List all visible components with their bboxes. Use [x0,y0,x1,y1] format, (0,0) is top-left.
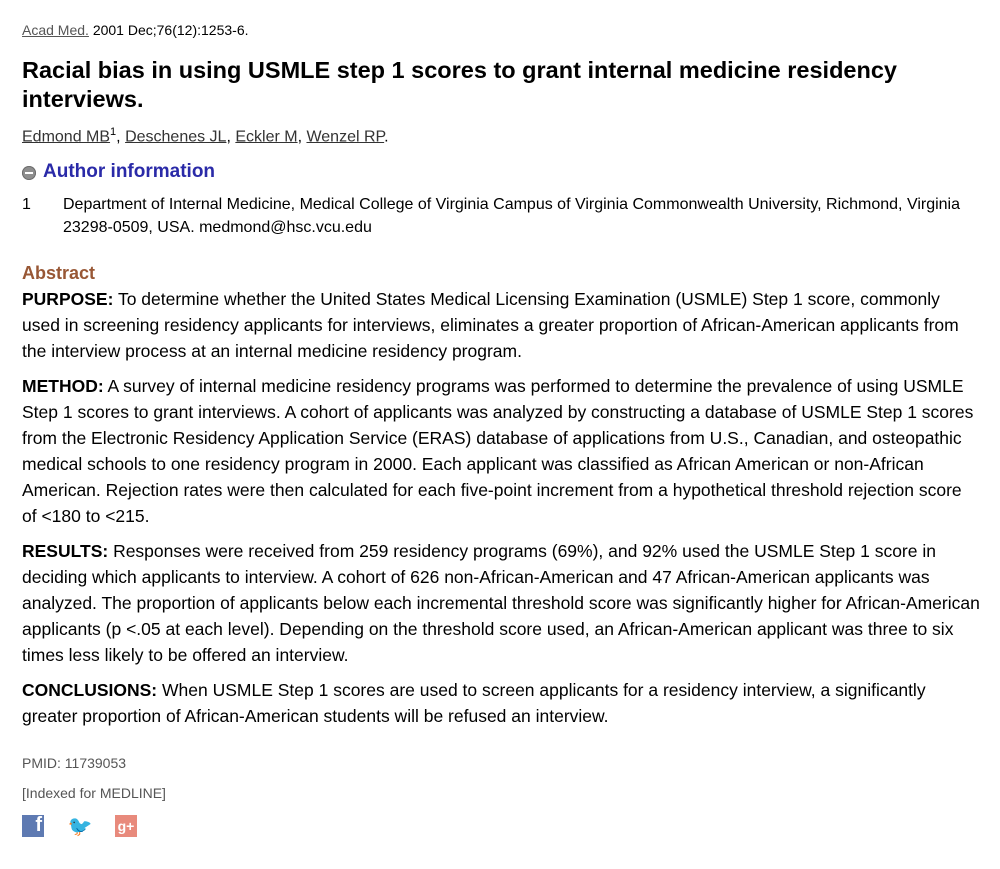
affiliation-superscript: 1 [110,126,117,138]
section-label: CONCLUSIONS: [22,680,158,700]
author-link[interactable]: Eckler M [235,128,298,146]
abstract-section-method [22,373,980,529]
abstract-section-purpose [22,286,980,364]
section-label: RESULTS: [22,541,109,561]
journal-link[interactable]: Acad Med. [22,22,89,38]
abstract-body [22,286,980,738]
section-text: A survey of internal medicine residency programs was performed to determine the prevalence of using USMLE Step 1 scores to grant interviews. A cohort of applicants was analyzed by constructing a database of USMLE Step 1 scores from the Electronic Residency Application Service (ERAS) database of applications from U.S., Canadian, and osteopathic medical schools to one residency program in 2000. Each applicant was classified as African American or non-African American. Rejection rates were then calculated for each five-point increment from a hypothetical threshold rejection score of <180 to <215. [22,376,974,526]
section-label: METHOD: [22,376,104,396]
author-separator: , [116,128,126,146]
facebook-icon[interactable]: f [22,815,44,837]
author-link[interactable]: Wenzel RP [306,128,385,146]
author-separator: , [297,128,307,146]
section-text: When USMLE Step 1 scores are used to screen applicants for a residency interview, a significantly greater proportion of African-American students will be refused an interview. [22,680,926,726]
article-title: Racial bias in using USMLE step 1 scores to grant internal medicine residency interviews. [22,57,897,112]
social-share [22,815,137,837]
indexed-status: [Indexed for MEDLINE] [22,785,166,801]
abstract-section-results [22,538,980,668]
citation-details: 2001 Dec;76(12):1253-6. [88,22,249,38]
section-text: To determine whether the United States Medical Licensing Examination (USMLE) Step 1 score, commonly used in screening residency applicants for interviews, eliminates a greater proportion of African-American applicants from the interview process at an internal medicine residency program. [22,289,959,361]
twitter-icon[interactable]: 🐦 [67,815,93,838]
author-list [22,126,389,146]
author-info-heading: Author information [43,161,216,182]
author-info-toggle[interactable] [22,161,215,183]
collapse-icon [22,166,36,180]
pmid: PMID: 11739053 [22,755,127,771]
section-text: Responses were received from 259 residency programs (69%), and 92% used the USMLE Step 1 score in deciding which applicants to interview. A cohort of 626 non-African-American and 47 African-American applicants was analyzed. The proportion of applicants below each incremental threshold score was significantly higher for African-American applicants (p <.05 at each level). Depending on the threshold score used, an African-American applicant was three to six times less likely to be offered an interview. [22,541,980,665]
abstract-heading: Abstract [22,263,96,283]
section-label: PURPOSE: [22,289,114,309]
abstract-section-conclusions [22,677,980,729]
author-separator: . [384,128,389,146]
affiliation-text: Department of Internal Medicine, Medical College of Virginia Campus of Virginia Commonwealth University, Richmond, Virginia 23298-0509, USA. medmond@hsc.vcu.edu [63,196,961,236]
affiliation [22,193,982,239]
author-separator: , [226,128,236,146]
affiliation-number: 1 [22,196,31,213]
googleplus-icon[interactable]: g+ [115,815,137,837]
author-link[interactable]: Deschenes JL [125,128,227,146]
author-link[interactable]: Edmond MB [22,128,111,146]
citation [22,22,249,38]
